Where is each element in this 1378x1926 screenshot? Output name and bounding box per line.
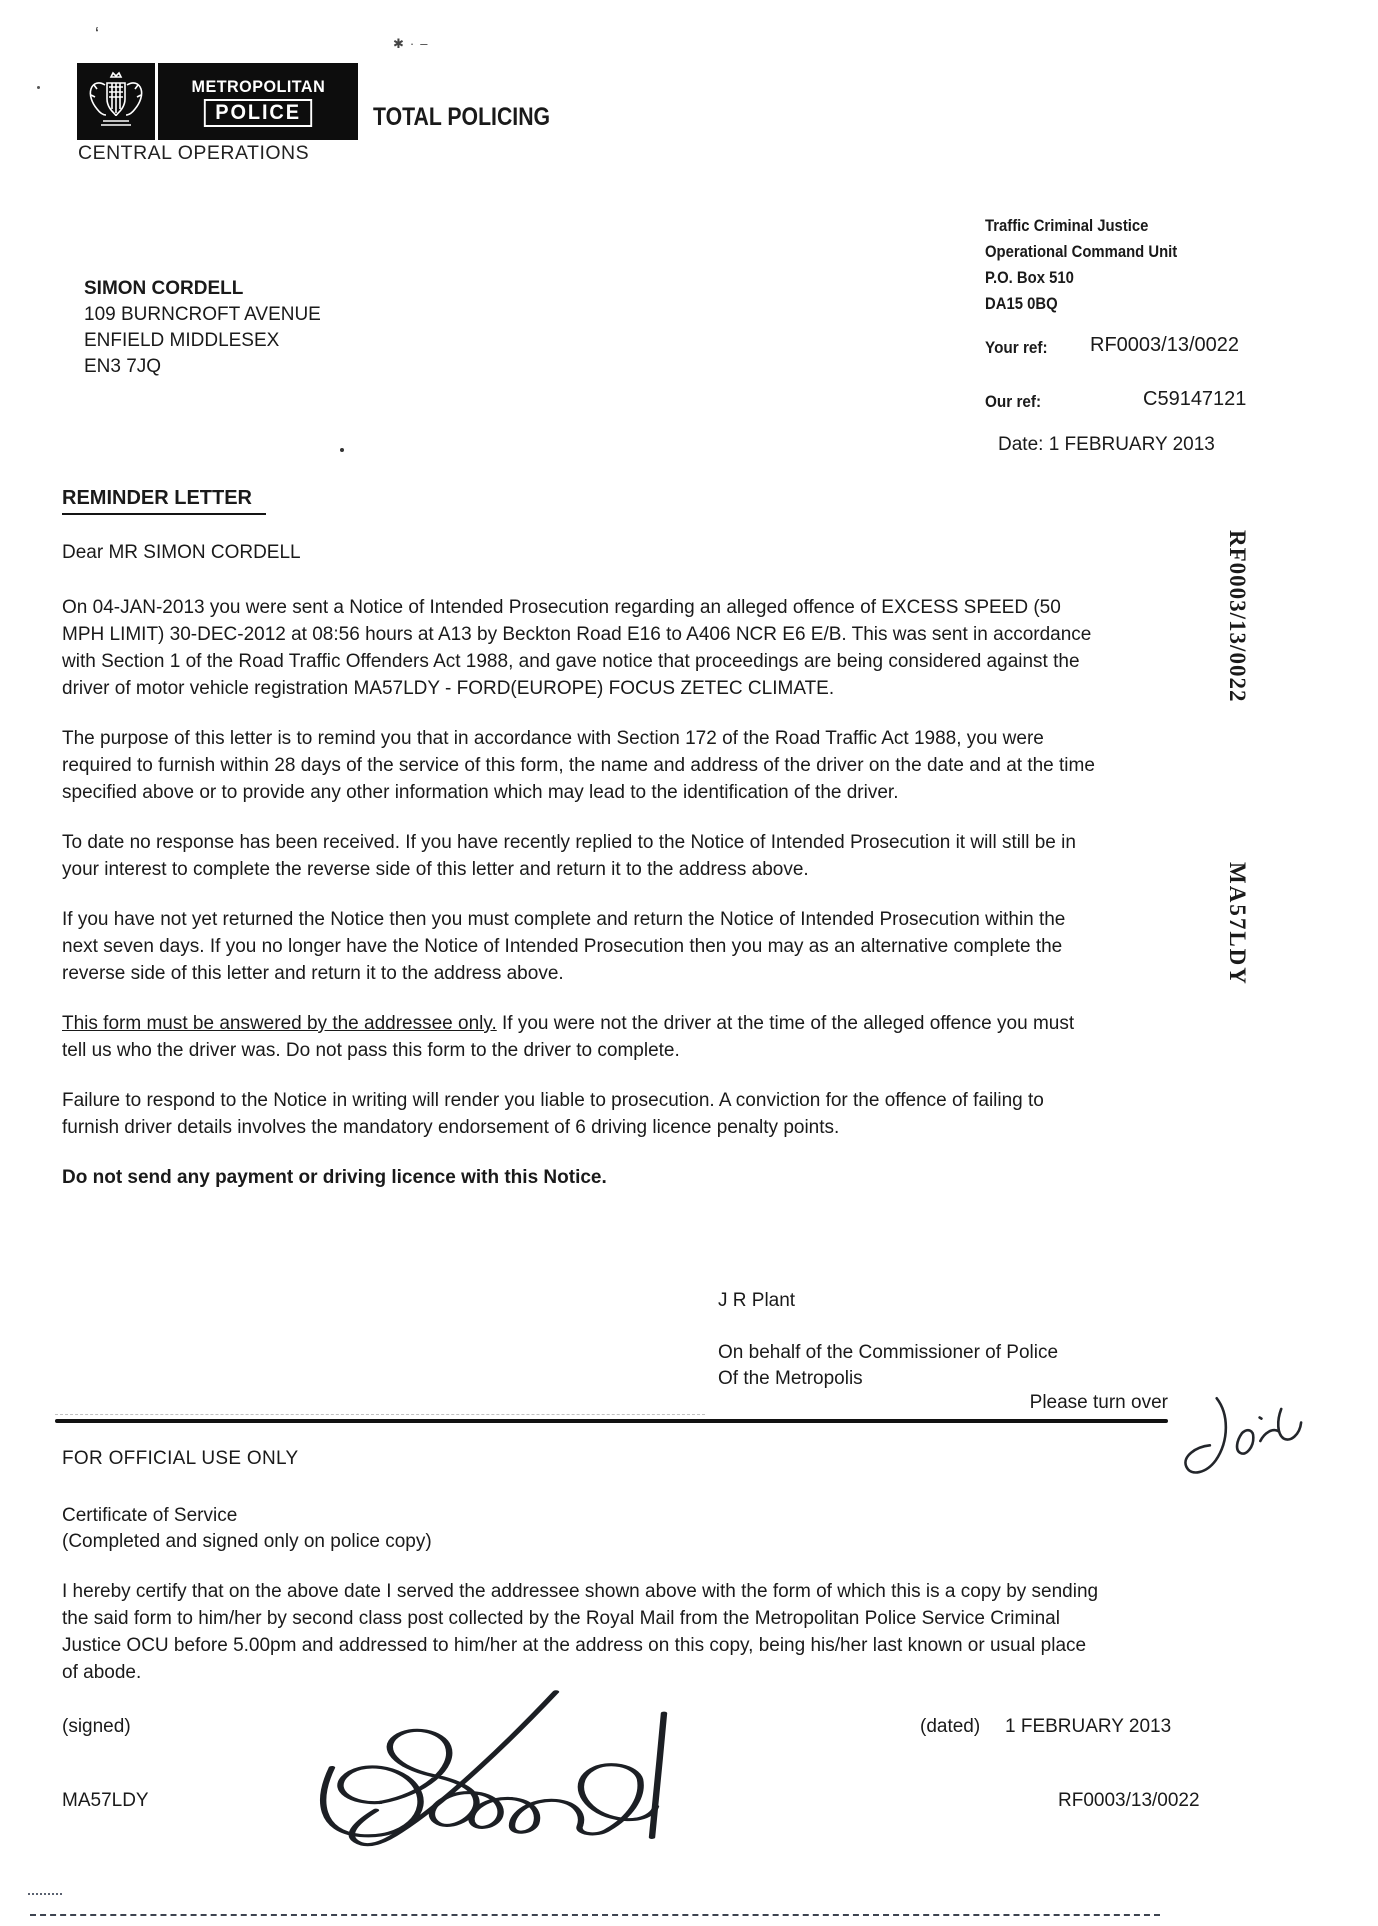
divider-artifact	[55, 1414, 705, 1415]
recipient-address-line: ENFIELD MIDDLESEX	[84, 330, 280, 351]
certify-paragraph: I hereby certify that on the above date I served the addressee shown above with the form of which this is a copy by sending the said form to him/her by second class post collected by the Royal Mail from the Metropolitan Police Service Criminal Justice OCU before 5.00pm and addressed to him/her at the address on this copy, being his/her last known or usual place of abode.	[62, 1581, 1099, 1683]
signatory-block	[718, 1288, 1058, 1392]
footer-vrm: MA57LDY	[62, 1790, 149, 1811]
cert-subtitle-line: (Completed and signed only on police copy)	[62, 1531, 432, 1552]
sender-line: P.O. Box 510	[985, 269, 1074, 287]
handwritten-signature	[256, 1686, 696, 1851]
recipient-address-line: 109 BURNCROFT AVENUE	[84, 304, 321, 325]
please-turn-over: Please turn over	[1029, 1392, 1168, 1413]
signatory-name: J R Plant	[718, 1290, 796, 1311]
tagline: TOTAL POLICING	[373, 103, 551, 131]
your-ref-label: Your ref:	[985, 338, 1048, 357]
letter-heading: REMINDER LETTER	[62, 487, 266, 515]
sender-line: Traffic Criminal Justice	[985, 217, 1149, 235]
paragraph-return-notice: If you have not yet returned the Notice then you must complete and return the Notice of Intended Prosecution within the next seven days. If you no longer have the Notice of Intended Prosecution then you may as an alternative complete the reverse side of this letter and return it to the address above.	[62, 909, 1066, 984]
recipient-name: SIMON CORDELL	[84, 278, 244, 299]
handwritten-annotation	[1151, 1359, 1343, 1507]
our-ref-value: C59147121	[1143, 388, 1247, 410]
sender-line: DA15 0BQ	[985, 295, 1058, 313]
no-payment-notice: Do not send any payment or driving licence with this Notice.	[62, 1167, 607, 1188]
sender-line: Operational Command Unit	[985, 243, 1178, 261]
paragraph-purpose: The purpose of this letter is to remind you that in accordance with Section 172 of the Road Traffic Act 1988, you were required to furnish within 28 days of the service of this form, the name and address of the driver on the date and at the time specified above or to provide any other information which may lead to the identification of the driver.	[62, 728, 1095, 803]
on-behalf-line: On behalf of the Commissioner of Police	[718, 1342, 1059, 1363]
official-use-title: FOR OFFICIAL USE ONLY	[62, 1448, 299, 1469]
on-behalf-line: Of the Metropolis	[718, 1368, 863, 1389]
dated-label: (dated)	[920, 1716, 981, 1737]
recipient-address	[84, 276, 321, 380]
met-police-wordmark	[158, 63, 358, 140]
certificate-of-service	[62, 1503, 432, 1555]
salutation: Dear MR SIMON CORDELL	[62, 542, 301, 563]
scan-artifact: ✱·–	[393, 36, 434, 51]
met-police-logo	[77, 63, 358, 140]
paragraph-addressee-only	[62, 1010, 1102, 1064]
logo-line1: METROPOLITAN	[191, 76, 325, 96]
scan-artifact	[37, 86, 40, 89]
police-crest-icon	[77, 63, 155, 140]
margin-vrm-vertical: MA57LDY	[1225, 862, 1250, 986]
dated-value: 1 FEBRUARY 2013	[1005, 1716, 1172, 1737]
margin-ref-vertical: RF0003/13/0022	[1225, 530, 1250, 703]
bottom-edge-line	[30, 1914, 1160, 1916]
recipient-address-line: EN3 7JQ	[84, 356, 162, 377]
department-line: CENTRAL OPERATIONS	[78, 142, 310, 164]
date-line: Date: 1 FEBRUARY 2013	[998, 434, 1215, 455]
cert-title-line: Certificate of Service	[62, 1505, 238, 1526]
paragraph-notice-sent: On 04-JAN-2013 you were sent a Notice of Intended Prosecution regarding an alleged offence of EXCESS SPEED (50 MPH LIMIT) 30-DEC-2012 at 08:56 hours at A13 by Beckton Road E16 to A406 NCR E6 E/B. This was sent in accordance with Section 1 of the Road Traffic Offenders Act 1988, and gave notice that proceedings are being considered against the driver of motor vehicle registration MA57LDY - FORD(EUROPE) FOCUS ZETEC CLIMATE.	[62, 597, 1092, 699]
your-ref-value: RF0003/13/0022	[1090, 334, 1240, 356]
footer-ref: RF0003/13/0022	[1058, 1790, 1200, 1811]
scan-artifact	[28, 1893, 62, 1895]
addressee-only-underlined: This form must be answered by the addressee only.	[62, 1013, 497, 1034]
section-divider-rule	[55, 1419, 1168, 1423]
signed-label: (signed)	[62, 1716, 131, 1737]
paragraph-failure-warning: Failure to respond to the Notice in writing will render you liable to prosecution. A conviction for the offence of failing to furnish driver details involves the mandatory endorsement of 6 driving licence penalty points.	[62, 1090, 1044, 1138]
scan-artifact: ‘	[95, 24, 99, 44]
addressee-only-rest: If you were not the driver at the time of the alleged offence you must tell us who the driver was. Do not pass this form to the driver to complete.	[62, 1013, 1075, 1061]
our-ref-label: Our ref:	[985, 392, 1042, 411]
scan-artifact	[340, 448, 344, 452]
logo-line2: POLICE	[204, 99, 312, 127]
letter-body	[62, 594, 1102, 1214]
sender-unit-block	[985, 213, 1177, 317]
paragraph-no-response: To date no response has been received. If you have recently replied to the Notice of Intended Prosecution it will still be in your interest to complete the reverse side of this letter and return it to the address above.	[62, 832, 1076, 880]
